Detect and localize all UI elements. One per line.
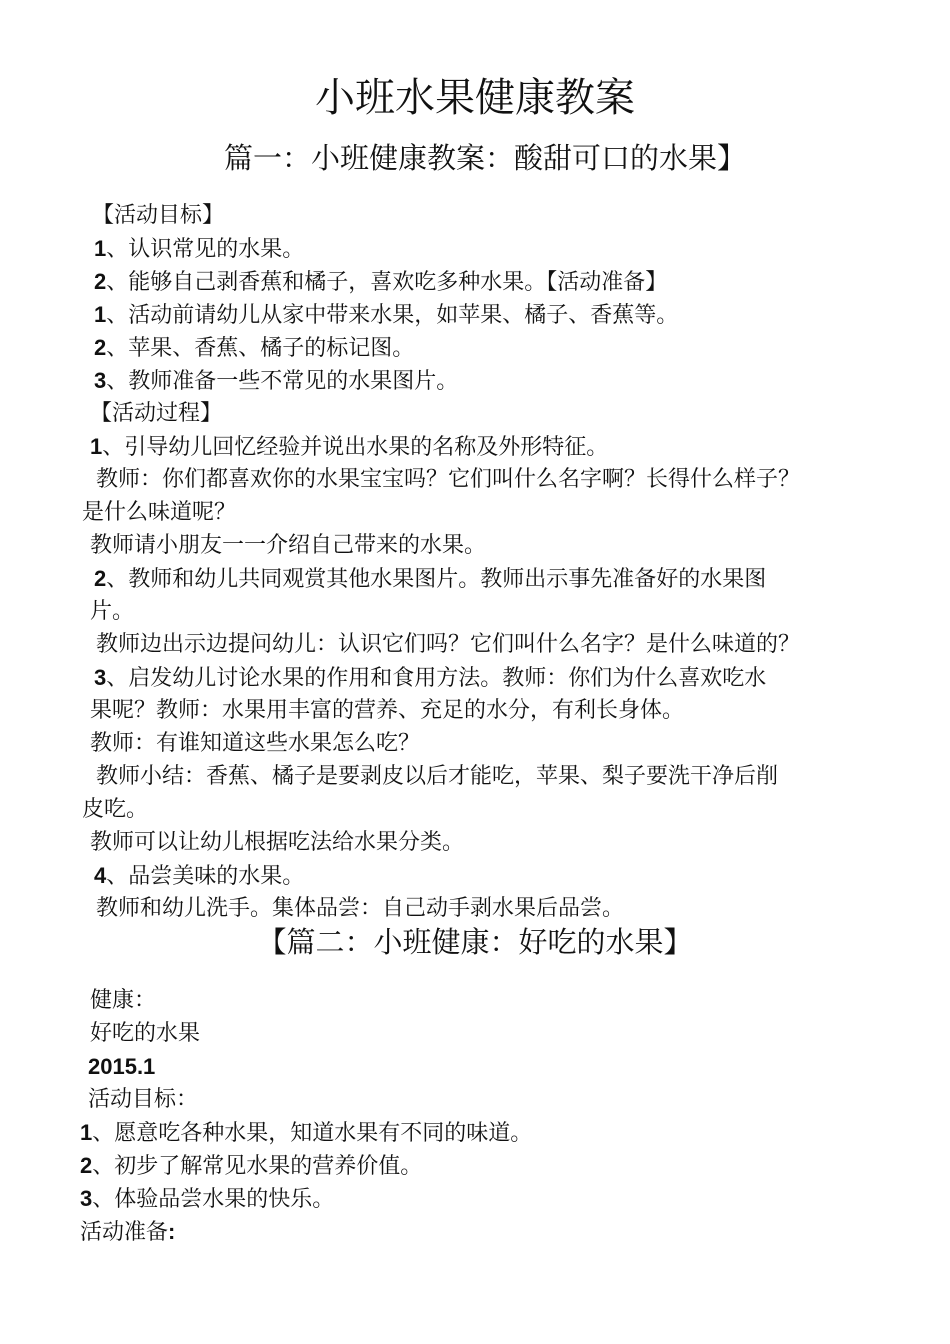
- text-line: 活动准备:: [80, 1219, 176, 1245]
- text-line: 3、体验品尝水果的快乐。: [80, 1186, 335, 1212]
- text-line: 教师可以让幼儿根据吃法给水果分类。: [90, 830, 465, 855]
- text-line: 果呢？教师：水果用丰富的营养、充足的水分，有利长身体。: [90, 698, 685, 723]
- text-line: 1、活动前请幼儿从家中带来水果，如苹果、橘子、香蕉等。: [94, 302, 679, 328]
- text-line: 教师边出示边提问幼儿：认识它们吗？它们叫什么名字？是什么味道的？: [96, 632, 801, 657]
- text-line: 3、启发幼儿讨论水果的作用和食用方法。教师：你们为什么喜欢吃水: [94, 665, 767, 691]
- text-line: 是什么味道呢？: [82, 500, 237, 525]
- text-line: 教师和幼儿洗手。集体品尝：自己动手剥水果后品尝。: [96, 896, 625, 921]
- text-line: 2、苹果、香蕉、橘子的标记图。: [94, 335, 415, 361]
- part2-heading: 【篇二：小班健康：好吃的水果】: [257, 925, 693, 959]
- text-line: 1、认识常见的水果。: [94, 236, 305, 262]
- text-line: 2015.1: [88, 1054, 156, 1079]
- text-line: 1、愿意吃各种水果，知道水果有不同的味道。: [80, 1120, 533, 1146]
- text-line: 2、初步了解常见水果的营养价值。: [80, 1153, 423, 1179]
- text-line: 1、引导幼儿回忆经验并说出水果的名称及外形特征。: [90, 434, 609, 460]
- text-line: 【活动目标】: [92, 203, 225, 228]
- text-line: 好吃的水果: [90, 1021, 201, 1046]
- text-line: 2、能够自己剥香蕉和橘子，喜欢吃多种水果。【活动准备】: [94, 269, 668, 295]
- part1-heading: 篇一：小班健康教案：酸甜可口的水果】: [223, 141, 746, 175]
- text-line: 教师小结：香蕉、橘子是要剥皮以后才能吃，苹果、梨子要洗干净后削: [96, 764, 779, 789]
- text-line: 健康：: [90, 988, 157, 1013]
- document-title: 小班水果健康教案: [315, 75, 635, 121]
- text-line: 皮吃。: [82, 797, 149, 822]
- text-line: 教师请小朋友一一介绍自己带来的水果。: [90, 533, 487, 558]
- text-line: 4、品尝美味的水果。: [94, 863, 305, 889]
- text-line: 片。: [90, 599, 135, 624]
- text-line: 教师：有谁知道这些水果怎么吃？: [90, 731, 421, 756]
- text-line: 【活动过程】: [90, 401, 223, 426]
- text-line: 教师：你们都喜欢你的水果宝宝吗？它们叫什么名字啊？长得什么样子？: [96, 467, 801, 492]
- text-line: 2、教师和幼儿共同观赏其他水果图片。教师出示事先准备好的水果图: [94, 566, 767, 592]
- text-line: 3、教师准备一些不常见的水果图片。: [94, 368, 459, 394]
- text-line: 活动目标：: [88, 1087, 199, 1112]
